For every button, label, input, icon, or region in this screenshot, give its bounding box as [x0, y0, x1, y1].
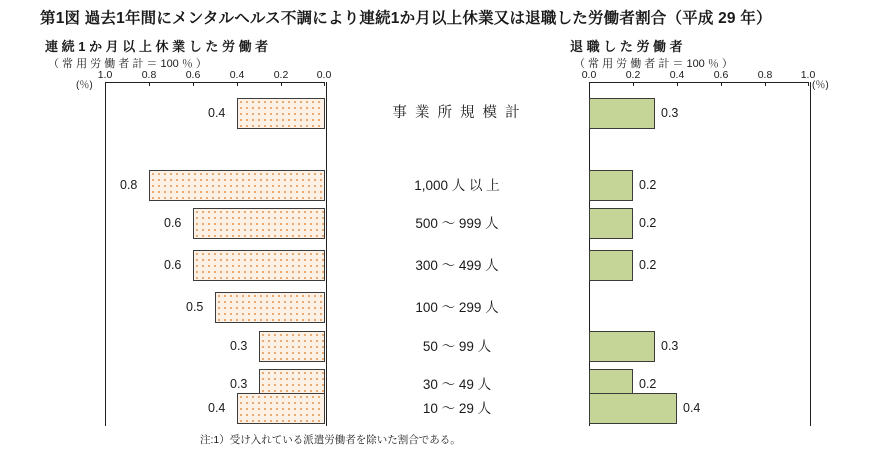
right-axis-tick-label: 0.6 [713, 69, 729, 81]
bar-left-30-49-value: 0.3 [230, 377, 248, 391]
category-label-100-299: 100 ～ 299 人 [415, 300, 499, 315]
left-axis-unit: (％) [76, 80, 93, 91]
left-axis-tick-label: 0.0 [316, 69, 332, 81]
bar-left-10-29-value: 0.4 [208, 401, 226, 415]
category-label-500-999: 500 ～ 999 人 [415, 216, 499, 231]
bar-right-300-499 [589, 250, 633, 281]
right-panel-subheading: （ 常 用 労 働 者 計 ＝ 100 ％ ） [574, 58, 733, 70]
bar-left-1000plus [149, 170, 325, 201]
bar-left-total [237, 98, 325, 129]
bar-right-50-99 [589, 331, 655, 362]
bar-left-100-299 [215, 292, 325, 323]
category-label-300-499: 300 ～ 499 人 [415, 258, 499, 273]
bar-right-30-49-value: 0.2 [639, 377, 657, 391]
bar-left-100-299-value: 0.5 [186, 300, 204, 314]
right-panel-heading: 退 職 し た 労 働 者 [570, 39, 683, 54]
bar-left-10-29 [237, 393, 325, 424]
bar-right-10-29 [589, 393, 677, 424]
category-label-30-49: 30 ～ 49 人 [422, 377, 492, 392]
page-title: 第1図 過去1年間にメンタルヘルス不調により連続1か月以上休業又は退職した労働者割合（平成 29 年） [40, 10, 772, 27]
bar-right-50-99-value: 0.3 [661, 339, 679, 353]
bar-right-300-499-value: 0.2 [639, 258, 657, 272]
right-axis-unit: (％) [812, 80, 829, 91]
bar-right-500-999 [589, 208, 633, 239]
bar-left-total-value: 0.4 [208, 106, 226, 120]
right-axis-tick-label: 0.2 [625, 69, 641, 81]
left-axis-tick-label: 0.2 [273, 69, 289, 81]
footnote: 注:1）受け入れている派遣労働者を除いた割合である。 [200, 434, 461, 446]
bar-left-300-499 [193, 250, 325, 281]
left-panel-heading: 連 続 1 か 月 以 上 休 業 し た 労 働 者 [45, 39, 269, 54]
bar-left-1000plus-value: 0.8 [120, 178, 138, 192]
category-label-total: 事 業 所 規 模 計 [392, 105, 522, 121]
left-axis-tick-label: 0.4 [229, 69, 245, 81]
bar-right-total [589, 98, 655, 129]
left-panel-subheading: （ 常 用 労 働 者 計 ＝ 100 ％ ） [48, 58, 207, 70]
bar-right-1000plus-value: 0.2 [639, 178, 657, 192]
bar-right-10-29-value: 0.4 [683, 401, 701, 415]
bar-left-50-99 [259, 331, 325, 362]
left-axis-tick-label: 1.0 [97, 69, 113, 81]
category-label-10-29: 10 ～ 29 人 [422, 401, 492, 416]
right-axis-tick-label: 0.8 [757, 69, 773, 81]
category-label-50-99: 50 ～ 99 人 [422, 339, 492, 354]
left-axis-tick-label: 0.8 [141, 69, 157, 81]
bar-left-500-999-value: 0.6 [164, 216, 182, 230]
bar-right-500-999-value: 0.2 [639, 216, 657, 230]
category-label-1000plus: 1,000 人 以 上 [414, 178, 500, 193]
bar-right-total-value: 0.3 [661, 106, 679, 120]
bar-left-500-999 [193, 208, 325, 239]
right-axis-tick-label: 0.0 [581, 69, 597, 81]
right-axis-tick-label: 1.0 [800, 69, 816, 81]
bar-left-50-99-value: 0.3 [230, 339, 248, 353]
bar-right-1000plus [589, 170, 633, 201]
left-axis-tick-label: 0.6 [185, 69, 201, 81]
bar-left-300-499-value: 0.6 [164, 258, 182, 272]
right-axis-tick-label: 0.4 [669, 69, 685, 81]
